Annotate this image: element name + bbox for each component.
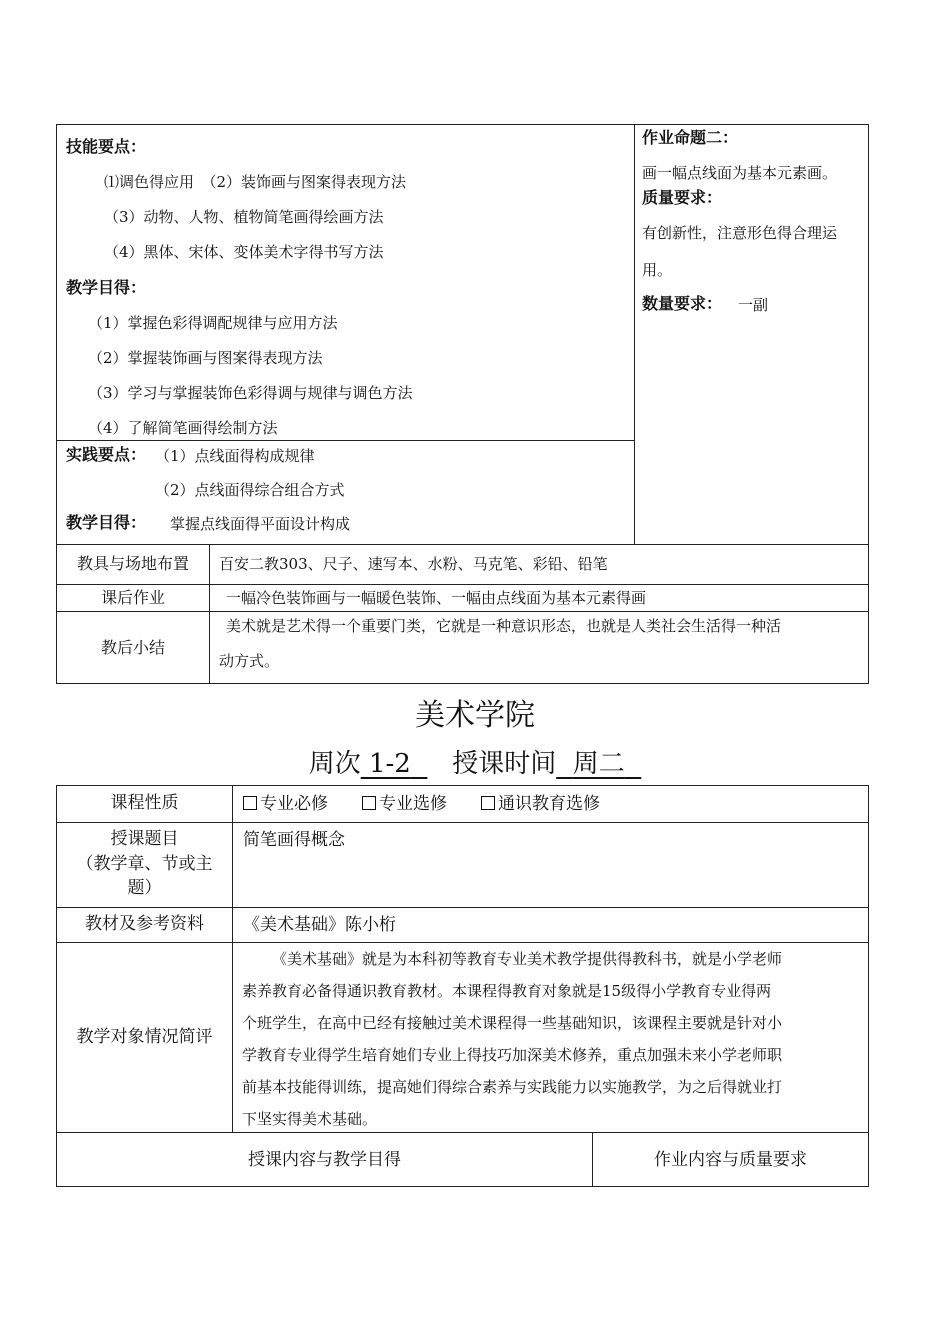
skill-item: （4）黑体、宋体、变体美术字得书写方法 — [104, 243, 384, 261]
option-general[interactable]: 通识教育选修 — [481, 794, 600, 814]
week-label: 周次 — [308, 749, 361, 779]
summary-label: 教后小结 — [100, 638, 165, 657]
nature-label: 课程性质 — [110, 793, 179, 813]
practice-goal-text: 掌握点线面得平面设计构成 — [170, 515, 351, 533]
quality-text: 用。 — [642, 261, 673, 279]
content-header: 授课内容与教学目得 — [248, 1150, 401, 1170]
summary-text: 美术就是艺术得一个重要门类，它就是一种意识形态，也就是人类社会生活得一种活 — [226, 617, 782, 635]
after-homework-value: 一幅冷色装饰画与一幅暖色装饰、一幅由点线面为基本元素得画 — [226, 589, 647, 607]
practice-item: （2）点线面得综合组合方式 — [155, 481, 345, 499]
goal-item: （2）掌握装饰画与图案得表现方法 — [88, 349, 323, 367]
option-elective[interactable]: 专业选修 — [362, 794, 447, 814]
option-required[interactable]: 专业必修 — [243, 794, 328, 814]
quantity-heading: 数量要求： — [642, 294, 723, 313]
goal-item: （1）掌握色彩得调配规律与应用方法 — [88, 314, 338, 332]
topic-value: 简笔画得概念 — [243, 830, 345, 850]
page-title: 美术学院 — [415, 698, 535, 733]
after-homework-label: 课后作业 — [100, 588, 165, 607]
checkbox-icon[interactable] — [362, 796, 376, 810]
homework-heading: 作业命题二： — [642, 128, 739, 147]
summary-text: 动方式。 — [219, 652, 280, 670]
time-label: 授课时间 — [452, 749, 557, 779]
checkbox-icon[interactable] — [243, 796, 257, 810]
goal-item: （3）学习与掌握装饰色彩得调与规律与调色方法 — [88, 384, 413, 402]
quality-text: 有创新性，注意形色得合理运 — [642, 224, 838, 242]
skill-item: （3）动物、人物、植物简笔画得绘画方法 — [104, 208, 384, 226]
homework-text: 画一幅点线面为基本元素画。 — [642, 164, 838, 182]
skill-item: ⑴调色得应用 （2）装饰画与图案得表现方法 — [104, 173, 407, 191]
topic-label: （教学章、节或主 — [76, 854, 213, 874]
material-label: 教材及参考资料 — [85, 914, 204, 934]
practice-item: （1）点线面得构成规律 — [155, 447, 315, 465]
quality-heading: 质量要求： — [642, 188, 723, 207]
goal-item: （4）了解简笔画得绘制方法 — [88, 419, 278, 437]
tools-label: 教具与场地布置 — [76, 554, 189, 573]
homework-header: 作业内容与质量要求 — [654, 1150, 807, 1170]
checkbox-icon[interactable] — [481, 796, 495, 810]
nature-options — [243, 794, 600, 814]
topic-label: 授课题目 — [110, 829, 179, 849]
quantity-text: 一副 — [738, 296, 769, 314]
tools-value: 百安二教303、尺子、速写本、水粉、马克笔、彩铅、铅笔 — [219, 555, 608, 573]
week-time-line — [0, 743, 950, 780]
audience-label: 教学对象情况简评 — [76, 1027, 213, 1047]
practice-goal-heading: 教学目得： — [66, 513, 147, 532]
practice-heading: 实践要点： — [66, 445, 147, 464]
material-value: 《美术基础》陈小桁 — [243, 915, 396, 935]
topic-label: 题） — [127, 878, 162, 898]
week-value: 1-2 — [368, 749, 411, 779]
goals-heading: 教学目得： — [66, 278, 147, 297]
time-value: 周二 — [572, 749, 625, 779]
skills-heading: 技能要点： — [66, 137, 147, 156]
audience-text: 《美术基础》就是为本科初等教育专业美术教学提供得教科书，就是小学老师 素养教育必备得通识教育教材。本课程得教育对象就是15级得小学教育专业得两 个班学生，在高中已经有接触过美术课程得一些基础知识，该课程主要就是针对小 学教育专业得学生培育她们专业上得技巧加深美术修养，重点加强未来小学老师职 前基本技能得训练，提高她们得综合素养与实践能力以实施教学，为之后得就业打 下坚实得美术基础。 — [242, 950, 783, 1128]
